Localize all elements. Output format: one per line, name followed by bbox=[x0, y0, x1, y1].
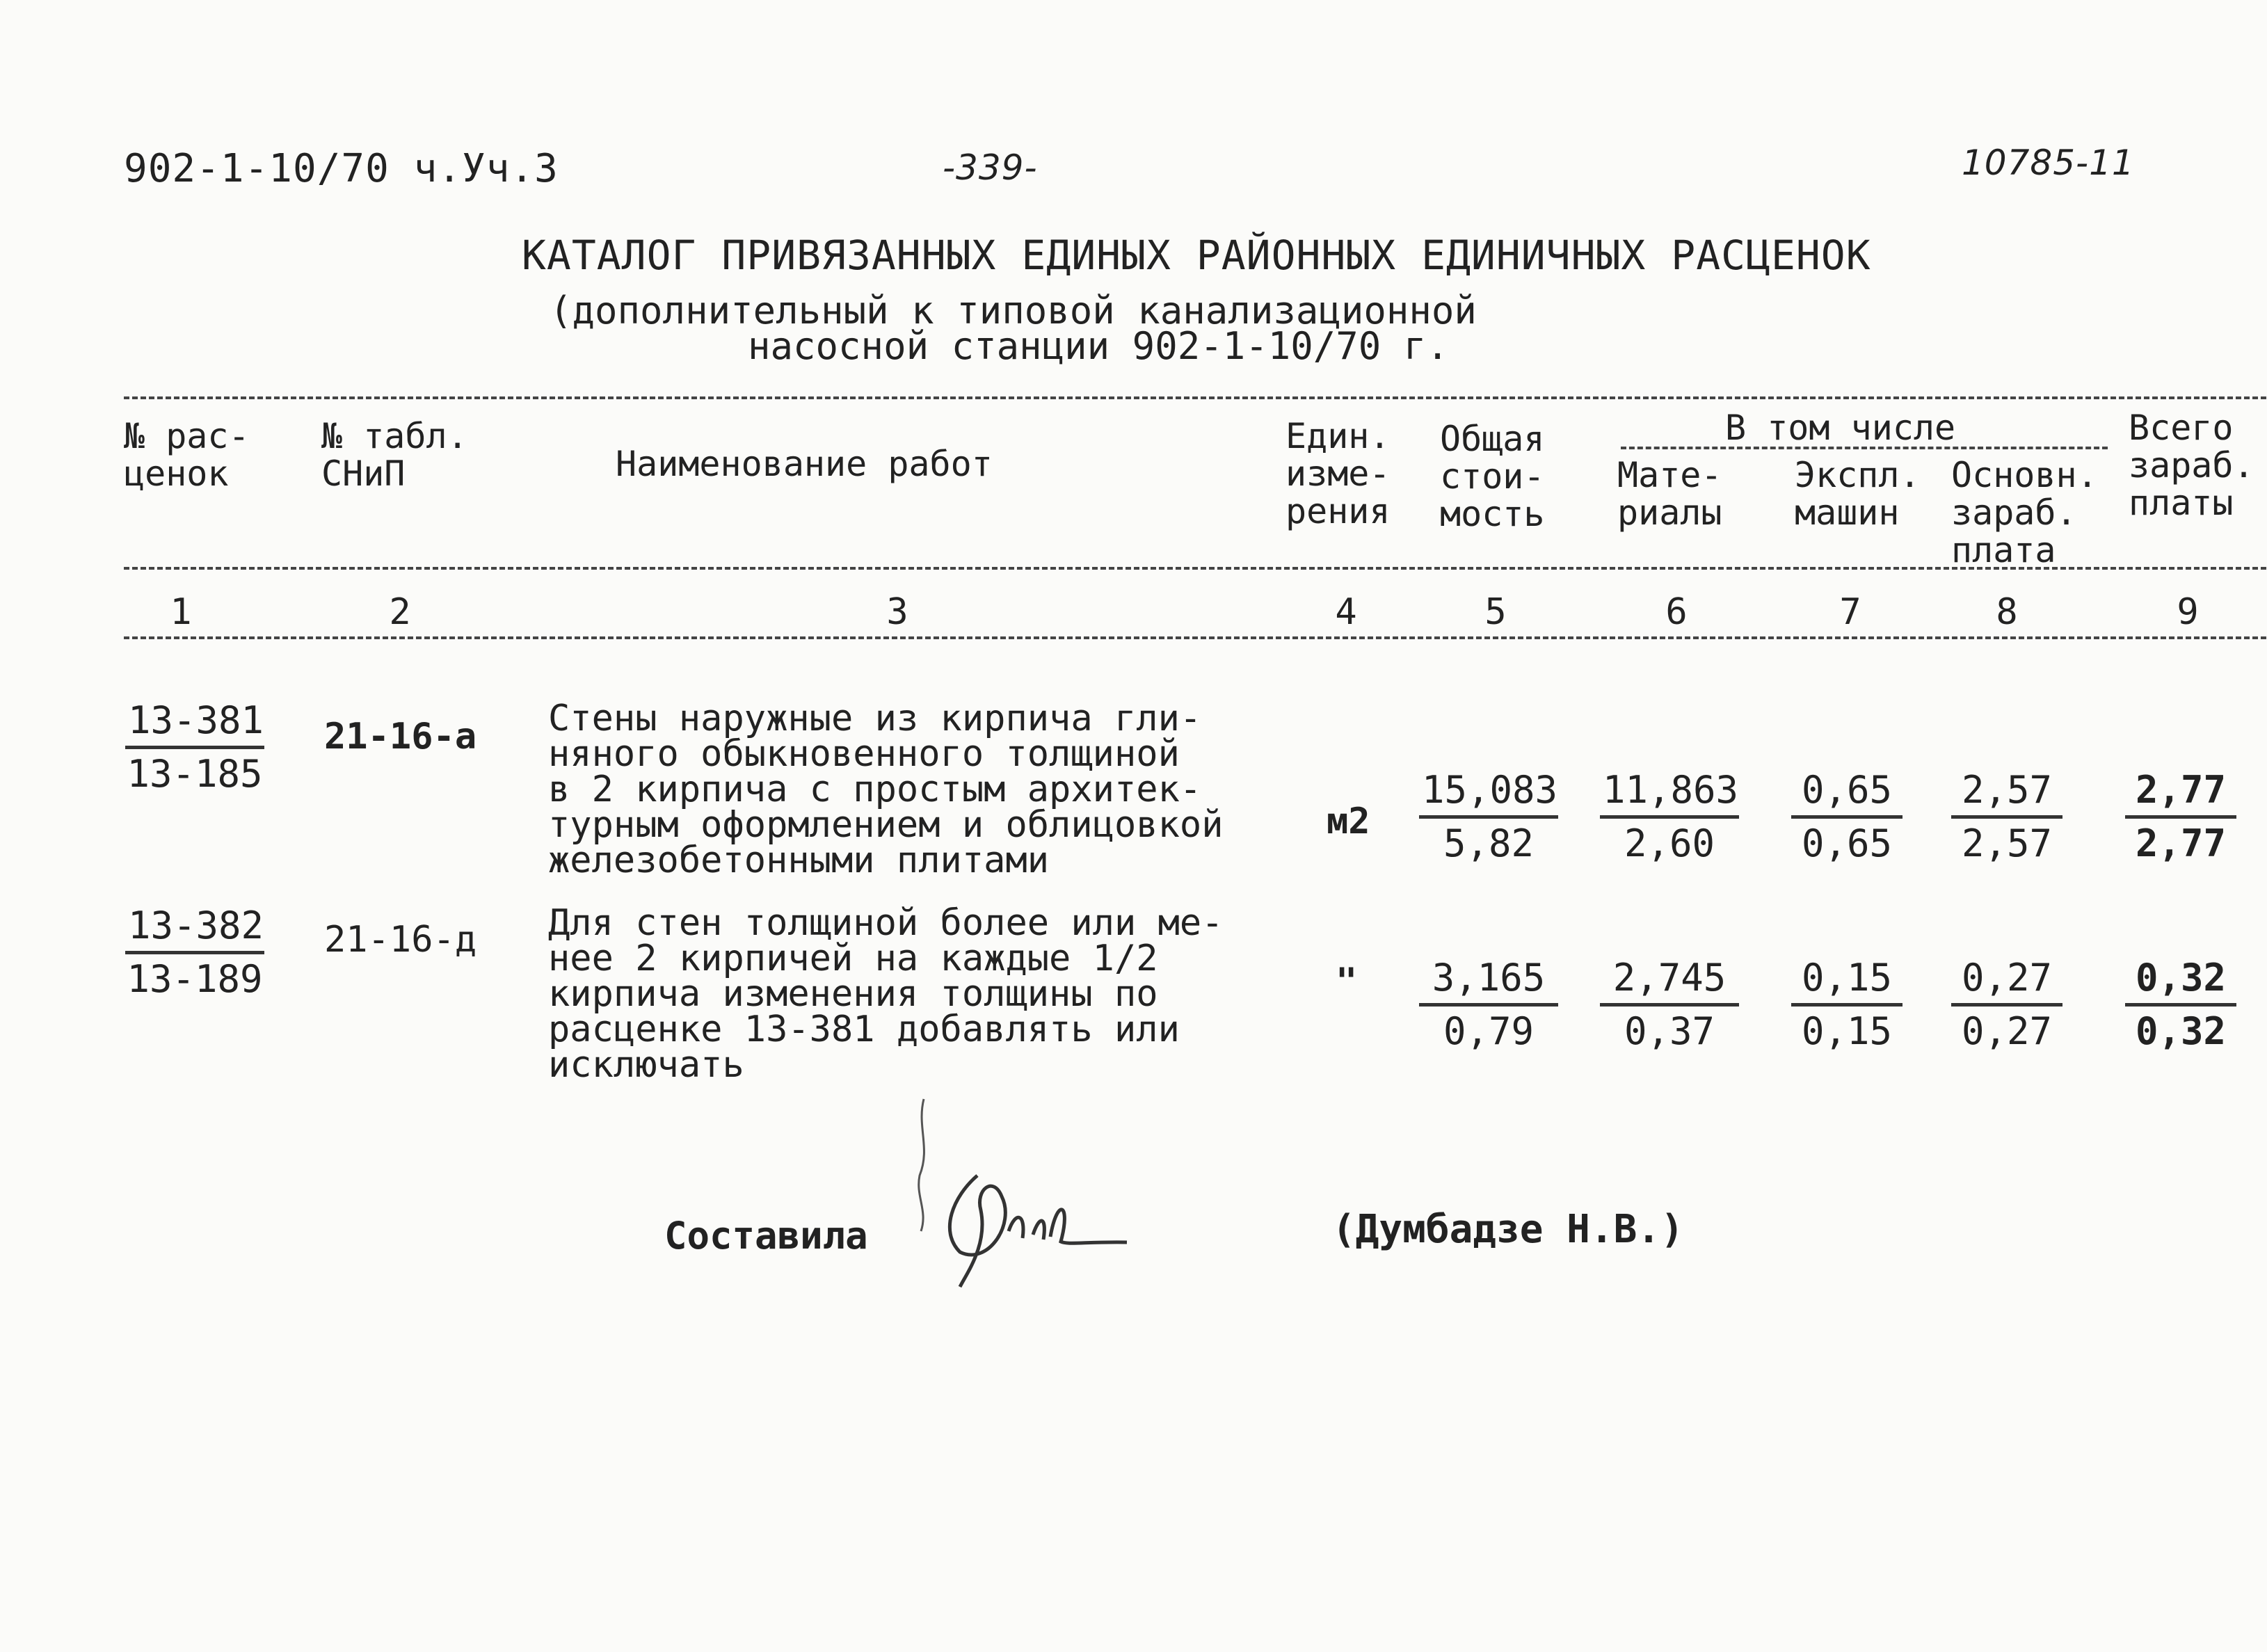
table-row-1-materials: 11,863 2,60 bbox=[1600, 765, 1739, 869]
header-machines: Экспл. машин bbox=[1795, 455, 1921, 533]
header-total-wage: Всего зараб. платы bbox=[2129, 408, 2254, 523]
table-row-2-materials: 2,745 0,37 bbox=[1600, 953, 1739, 1057]
archive-number: 10785-11 bbox=[1962, 143, 2135, 183]
table-top-rule bbox=[124, 396, 2266, 399]
catalog-title: КАТАЛОГ ПРИВЯЗАННЫХ ЕДИНЫХ РАЙОННЫХ ЕДИНИЧНЫХ РАСЦЕНОК bbox=[522, 232, 1871, 279]
header-total-cost: Общая стои- мость bbox=[1440, 419, 1545, 534]
signature bbox=[911, 1085, 1141, 1301]
table-row-1-base-wage: 2,57 2,57 bbox=[1951, 765, 2062, 869]
page-number: -339- bbox=[943, 147, 1038, 188]
table-row-1-machines: 0,65 0,65 bbox=[1791, 765, 1902, 869]
table-row-2-rate-code: 13-382 13-189 bbox=[125, 901, 264, 1004]
column-number-2: 2 bbox=[389, 591, 411, 633]
table-row-2-description: Для стен толщиной более или ме- нее 2 кирпичей на каждые 1/2 кирпича изменения толщины по расценке 13-381 добавлять или исключать bbox=[548, 902, 1224, 1086]
header-rate-number: № рас- ценок bbox=[124, 416, 250, 494]
column-number-3: 3 bbox=[886, 591, 908, 633]
column-numbers-rule bbox=[124, 636, 2266, 639]
column-number-5: 5 bbox=[1484, 591, 1507, 633]
header-base-wage: Основн. зараб. плата bbox=[1951, 455, 2098, 570]
document-reference: 902-1-10/70 ч.Уч.3 bbox=[124, 146, 559, 191]
catalog-subtitle-line-1: (дополнительный к типовой канализационной bbox=[550, 289, 1477, 332]
table-row-1-description: Стены наружные из кирпича гли- няного обыкновенного толщиной в 2 кирпича с простым архитек- турным оформлением и облицовкой железобетонными плитами bbox=[548, 698, 1224, 881]
table-row-1-rate-code: 13-381 13-185 bbox=[125, 696, 264, 799]
table-row-1-unit: м2 bbox=[1327, 801, 1370, 842]
table-row-2-total-cost: 3,165 0,79 bbox=[1419, 953, 1558, 1057]
column-number-4: 4 bbox=[1335, 591, 1357, 633]
signer-name: (Думбадзе Н.В.) bbox=[1332, 1207, 1684, 1252]
header-materials: Мате- риалы bbox=[1617, 455, 1722, 533]
table-row-2-base-wage: 0,27 0,27 bbox=[1951, 953, 2062, 1057]
column-number-7: 7 bbox=[1839, 591, 1861, 633]
table-row-1-snip: 21-16-а bbox=[324, 716, 477, 757]
column-number-8: 8 bbox=[1996, 591, 2018, 633]
compiled-by-label: Составила bbox=[664, 1214, 868, 1258]
table-row-2-unit: " bbox=[1336, 961, 1358, 1002]
header-bottom-rule bbox=[124, 567, 2266, 570]
catalog-subtitle-line-2: насосной станции 902-1-10/70 г. bbox=[748, 324, 1449, 368]
table-row-2-snip: 21-16-д bbox=[324, 919, 477, 961]
table-row-1-total-wage: 2,77 2,77 bbox=[2125, 765, 2236, 869]
header-including-group: В том числе bbox=[1725, 408, 1956, 448]
column-number-1: 1 bbox=[170, 591, 192, 633]
table-row-1-total-cost: 15,083 5,82 bbox=[1419, 765, 1558, 869]
header-snip-table: № табл. СНиП bbox=[321, 416, 468, 494]
header-work-name: Наименование работ bbox=[616, 444, 993, 484]
header-unit: Един. изме- рения bbox=[1285, 416, 1391, 531]
table-row-2-machines: 0,15 0,15 bbox=[1791, 953, 1902, 1057]
column-number-9: 9 bbox=[2177, 591, 2199, 633]
table-row-2-total-wage: 0,32 0,32 bbox=[2125, 953, 2236, 1057]
column-number-6: 6 bbox=[1665, 591, 1688, 633]
